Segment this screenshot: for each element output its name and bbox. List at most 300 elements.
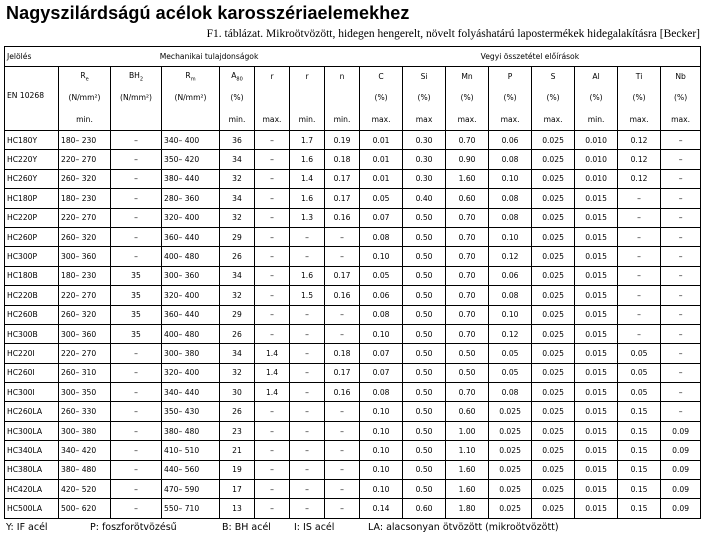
unit-1: (N/mm²): [111, 87, 162, 109]
table-cell: 0.16: [325, 286, 360, 305]
table-cell: 300– 360: [162, 266, 220, 285]
steel-grade: HC260B: [5, 305, 59, 324]
table-row: [5, 169, 701, 188]
table-cell: 0.07: [360, 208, 403, 227]
table-cell: 180– 230: [59, 131, 111, 150]
table-cell: 0.015: [575, 344, 618, 363]
symbol-re: $R_e$: [59, 67, 111, 87]
table-cell: –: [255, 150, 290, 169]
table-cell: –: [111, 208, 162, 227]
header-en-standard: EN 10268: [5, 67, 59, 131]
symbol-r1: r: [255, 67, 290, 87]
table-row: [5, 227, 701, 246]
table-cell: 0.18: [325, 150, 360, 169]
table-cell: –: [290, 460, 325, 479]
limit-2: [162, 109, 220, 131]
table-cell: 26: [220, 324, 255, 343]
table-cell: 0.70: [446, 305, 489, 324]
table-cell: 0.09: [661, 460, 701, 479]
steel-grade: HC220P: [5, 208, 59, 227]
table-cell: 0.10: [360, 441, 403, 460]
table-cell: 0.015: [575, 286, 618, 305]
table-cell: 0.06: [489, 266, 532, 285]
table-cell: –: [325, 305, 360, 324]
page-title: Nagyszilárdságú acélok karosszériaelemekhez: [6, 3, 410, 23]
table-cell: 0.025: [489, 460, 532, 479]
table-cell: 0.015: [575, 421, 618, 440]
table-cell: 0.30: [403, 131, 446, 150]
table-row: [5, 441, 701, 460]
table-cell: 1.7: [290, 131, 325, 150]
table-cell: –: [255, 480, 290, 499]
table-cell: 21: [220, 441, 255, 460]
table-cell: 0.50: [403, 441, 446, 460]
table-cell: 0.025: [532, 169, 575, 188]
table-cell: 220– 270: [59, 344, 111, 363]
table-cell: 19: [220, 460, 255, 479]
table-caption: F1. táblázat. Mikroötvözött, hidegen hengerelt, növelt folyáshatárú lapostermékek hidegalakításra [Becker]: [206, 28, 700, 40]
table-cell: 0.10: [489, 305, 532, 324]
limit-10: max.: [489, 109, 532, 131]
table-cell: –: [290, 363, 325, 382]
table-cell: 1.80: [446, 499, 489, 518]
table-cell: –: [661, 363, 701, 382]
table-cell: 350– 430: [162, 402, 220, 421]
table-cell: 23: [220, 421, 255, 440]
table-cell: –: [290, 227, 325, 246]
table-cell: 0.50: [403, 383, 446, 402]
table-cell: –: [111, 499, 162, 518]
table-cell: 0.025: [532, 208, 575, 227]
table-row: [5, 480, 701, 499]
table-cell: –: [290, 421, 325, 440]
table-cell: –: [661, 169, 701, 188]
table-cell: –: [111, 131, 162, 150]
table-cell: 0.08: [360, 227, 403, 246]
table-cell: 26: [220, 247, 255, 266]
table-cell: 320– 400: [162, 286, 220, 305]
table-cell: 0.025: [532, 402, 575, 421]
table-cell: 0.12: [618, 131, 661, 150]
table-cell: 0.12: [618, 169, 661, 188]
table-cell: 0.025: [532, 383, 575, 402]
table-cell: 0.50: [403, 324, 446, 343]
steel-grade: HC300B: [5, 324, 59, 343]
table-cell: 34: [220, 150, 255, 169]
table-cell: 0.50: [403, 363, 446, 382]
table-cell: –: [618, 208, 661, 227]
table-cell: –: [111, 150, 162, 169]
table-cell: 0.025: [532, 363, 575, 382]
table-cell: 0.025: [532, 189, 575, 208]
table-cell: –: [111, 344, 162, 363]
table-cell: 350– 420: [162, 150, 220, 169]
table-cell: –: [290, 305, 325, 324]
table-cell: 470– 590: [162, 480, 220, 499]
symbol-ti: Ti: [618, 67, 661, 87]
table-cell: –: [290, 344, 325, 363]
table-cell: 35: [111, 305, 162, 324]
steel-grade: HC180B: [5, 266, 59, 285]
table-cell: –: [255, 266, 290, 285]
table-cell: 0.15: [618, 480, 661, 499]
table-cell: 0.09: [661, 499, 701, 518]
table-cell: –: [325, 460, 360, 479]
table-cell: –: [111, 441, 162, 460]
table-cell: –: [255, 324, 290, 343]
table-cell: 0.15: [618, 402, 661, 421]
limit-11: max.: [532, 109, 575, 131]
table-cell: –: [661, 305, 701, 324]
table-cell: 0.07: [360, 363, 403, 382]
table-cell: 0.05: [360, 189, 403, 208]
unit-4: [255, 87, 290, 109]
limit-6: min.: [325, 109, 360, 131]
table-cell: 0.50: [403, 480, 446, 499]
table-cell: 400– 480: [162, 247, 220, 266]
table-cell: 0.09: [661, 421, 701, 440]
table-cell: –: [255, 499, 290, 518]
table-cell: 34: [220, 266, 255, 285]
table-cell: –: [255, 131, 290, 150]
table-cell: 220– 270: [59, 286, 111, 305]
table-cell: 29: [220, 227, 255, 246]
table-cell: 320– 400: [162, 208, 220, 227]
unit-2: (N/mm²): [162, 87, 220, 109]
table-cell: 0.50: [403, 286, 446, 305]
table-cell: 0.025: [489, 441, 532, 460]
table-cell: 35: [111, 324, 162, 343]
steel-grade: HC260Y: [5, 169, 59, 188]
table-cell: 0.70: [446, 131, 489, 150]
table-cell: 32: [220, 208, 255, 227]
table-cell: 0.05: [489, 344, 532, 363]
table-cell: 0.025: [489, 402, 532, 421]
table-cell: –: [255, 305, 290, 324]
legend-item: P: foszforötvözésű: [90, 522, 177, 533]
table-cell: 400– 480: [162, 324, 220, 343]
table-cell: 1.60: [446, 480, 489, 499]
table-cell: 1.6: [290, 266, 325, 285]
table-cell: 0.10: [360, 247, 403, 266]
table-cell: 0.70: [446, 286, 489, 305]
limit-7: max.: [360, 109, 403, 131]
table-cell: –: [255, 169, 290, 188]
table-cell: –: [325, 402, 360, 421]
table-cell: –: [290, 480, 325, 499]
table-cell: 0.07: [360, 344, 403, 363]
table-cell: 0.14: [360, 499, 403, 518]
header-chemical: Vegyi összetétel előírások: [360, 47, 701, 67]
table-cell: –: [325, 499, 360, 518]
unit-10: (%): [489, 87, 532, 109]
table-cell: 1.60: [446, 169, 489, 188]
table-cell: –: [618, 266, 661, 285]
table-cell: 0.08: [360, 305, 403, 324]
table-cell: 1.4: [255, 344, 290, 363]
table-cell: 0.015: [575, 305, 618, 324]
table-cell: –: [290, 383, 325, 402]
table-cell: 0.025: [489, 421, 532, 440]
table-cell: 340– 420: [59, 441, 111, 460]
steel-grade: HC220B: [5, 286, 59, 305]
table-cell: 35: [111, 266, 162, 285]
table-cell: 0.025: [532, 460, 575, 479]
table-cell: –: [661, 324, 701, 343]
table-cell: 0.08: [489, 208, 532, 227]
table-cell: –: [618, 247, 661, 266]
table-cell: –: [661, 227, 701, 246]
table-cell: –: [661, 266, 701, 285]
table-cell: 30: [220, 383, 255, 402]
table-cell: 36: [220, 131, 255, 150]
table-cell: 0.12: [489, 324, 532, 343]
table-cell: –: [325, 480, 360, 499]
table-cell: –: [661, 402, 701, 421]
limit-0: min.: [59, 109, 111, 131]
table-cell: 1.5: [290, 286, 325, 305]
table-cell: 0.025: [532, 150, 575, 169]
table-cell: 260– 320: [59, 169, 111, 188]
table-cell: 0.60: [403, 499, 446, 518]
table-cell: 0.05: [489, 363, 532, 382]
table-cell: 0.10: [489, 169, 532, 188]
table-cell: 0.010: [575, 150, 618, 169]
symbol-al: Al: [575, 67, 618, 87]
table-cell: 440– 560: [162, 460, 220, 479]
table-cell: 300– 350: [59, 383, 111, 402]
table-row: [5, 189, 701, 208]
table-row: [5, 421, 701, 440]
unit-13: (%): [618, 87, 661, 109]
table-cell: 0.01: [360, 131, 403, 150]
table-cell: 1.60: [446, 460, 489, 479]
table-cell: 340– 440: [162, 383, 220, 402]
table-cell: 0.08: [489, 189, 532, 208]
limit-5: min.: [290, 109, 325, 131]
unit-7: (%): [360, 87, 403, 109]
table-cell: –: [661, 208, 701, 227]
table-cell: 0.015: [575, 227, 618, 246]
table-cell: –: [111, 169, 162, 188]
table-cell: –: [661, 383, 701, 402]
table-cell: 13: [220, 499, 255, 518]
table-cell: 0.06: [489, 131, 532, 150]
table-cell: 0.70: [446, 383, 489, 402]
table-cell: 0.70: [446, 227, 489, 246]
table-cell: 360– 440: [162, 305, 220, 324]
table-row: [5, 247, 701, 266]
table-cell: –: [618, 286, 661, 305]
table-row: [5, 266, 701, 285]
table-cell: 0.015: [575, 363, 618, 382]
table-row: [5, 363, 701, 382]
header-designation: Jelölés: [5, 47, 59, 67]
steel-grade: HC260P: [5, 227, 59, 246]
symbol-r2: r: [290, 67, 325, 87]
table-cell: –: [661, 247, 701, 266]
table-cell: 1.6: [290, 150, 325, 169]
steel-grade: HC300LA: [5, 421, 59, 440]
table-cell: –: [290, 324, 325, 343]
table-cell: –: [618, 227, 661, 246]
table-cell: 0.60: [446, 189, 489, 208]
table-cell: 0.70: [446, 208, 489, 227]
table-cell: –: [255, 227, 290, 246]
table-cell: –: [661, 189, 701, 208]
symbol-si: Si: [403, 67, 446, 87]
table-cell: 360– 440: [162, 227, 220, 246]
table-cell: –: [661, 344, 701, 363]
table-cell: –: [111, 189, 162, 208]
table-cell: 0.50: [403, 247, 446, 266]
table-cell: 0.05: [618, 363, 661, 382]
table-cell: 0.025: [532, 421, 575, 440]
symbol-nb: Nb: [661, 67, 701, 87]
table-cell: 180– 230: [59, 189, 111, 208]
table-cell: 0.025: [532, 324, 575, 343]
table-cell: 0.08: [489, 383, 532, 402]
table-cell: 32: [220, 169, 255, 188]
table-cell: –: [255, 421, 290, 440]
table-cell: 34: [220, 189, 255, 208]
table-cell: 180– 230: [59, 266, 111, 285]
table-cell: 500– 620: [59, 499, 111, 518]
legend: [0, 522, 720, 538]
table-cell: 0.015: [575, 324, 618, 343]
table-cell: –: [290, 247, 325, 266]
table-cell: 280– 360: [162, 189, 220, 208]
table-cell: 0.50: [403, 402, 446, 421]
steel-grade: HC300P: [5, 247, 59, 266]
table-cell: 0.01: [360, 169, 403, 188]
table-cell: 1.4: [290, 169, 325, 188]
table-cell: 0.025: [532, 441, 575, 460]
table-cell: 0.17: [325, 363, 360, 382]
table-cell: 0.70: [446, 266, 489, 285]
table-cell: 0.015: [575, 383, 618, 402]
table-cell: –: [111, 402, 162, 421]
table-cell: 0.16: [325, 383, 360, 402]
table-cell: –: [111, 460, 162, 479]
table-cell: 1.10: [446, 441, 489, 460]
table-cell: 380– 440: [162, 169, 220, 188]
unit-5: [290, 87, 325, 109]
table-cell: –: [111, 227, 162, 246]
table-cell: 0.015: [575, 266, 618, 285]
table-cell: 0.40: [403, 189, 446, 208]
symbol-c: C: [360, 67, 403, 87]
table-cell: –: [111, 480, 162, 499]
table-cell: 0.17: [325, 266, 360, 285]
table-cell: 260– 330: [59, 402, 111, 421]
table-row: [5, 286, 701, 305]
header-mechanical: Mechanikai tulajdonságok: [59, 47, 360, 67]
table-cell: 32: [220, 286, 255, 305]
table-row: [5, 402, 701, 421]
unit-11: (%): [532, 87, 575, 109]
table-cell: 260– 320: [59, 305, 111, 324]
table-cell: 0.09: [661, 441, 701, 460]
table-cell: 0.17: [325, 189, 360, 208]
table-cell: 0.50: [403, 266, 446, 285]
table-cell: 0.50: [403, 227, 446, 246]
table-cell: 1.4: [255, 383, 290, 402]
table-cell: 0.15: [618, 441, 661, 460]
table-cell: –: [255, 189, 290, 208]
table-cell: 0.015: [575, 402, 618, 421]
table-cell: –: [325, 441, 360, 460]
table-cell: 0.08: [489, 286, 532, 305]
table-cell: –: [255, 441, 290, 460]
table-cell: –: [618, 189, 661, 208]
table-cell: –: [111, 363, 162, 382]
table-cell: –: [325, 247, 360, 266]
table-cell: 300– 360: [59, 247, 111, 266]
table-cell: 0.50: [403, 460, 446, 479]
table-cell: –: [255, 402, 290, 421]
table-row: [5, 344, 701, 363]
table-cell: 220– 270: [59, 150, 111, 169]
table-cell: 0.15: [618, 460, 661, 479]
table-cell: 1.4: [255, 363, 290, 382]
table-cell: 0.10: [360, 402, 403, 421]
steel-grade: HC220I: [5, 344, 59, 363]
steel-grade: HC260LA: [5, 402, 59, 421]
table-cell: 410– 510: [162, 441, 220, 460]
table-cell: –: [111, 383, 162, 402]
table-cell: 0.70: [446, 324, 489, 343]
table-cell: 0.025: [532, 131, 575, 150]
table-cell: 0.50: [403, 344, 446, 363]
table-cell: –: [111, 247, 162, 266]
table-cell: 260– 320: [59, 227, 111, 246]
table-cell: –: [290, 441, 325, 460]
table-cell: 0.06: [360, 286, 403, 305]
table-row: [5, 208, 701, 227]
table-row: [5, 383, 701, 402]
table-cell: –: [618, 324, 661, 343]
table-cell: –: [290, 499, 325, 518]
limit-3: min.: [220, 109, 255, 131]
table-cell: –: [618, 305, 661, 324]
symbol-rm: $R_m$: [162, 67, 220, 87]
table-cell: 0.025: [532, 499, 575, 518]
table-cell: 0.10: [489, 227, 532, 246]
table-row: [5, 131, 701, 150]
table-cell: –: [111, 421, 162, 440]
table-cell: 0.50: [446, 363, 489, 382]
table-cell: 0.015: [575, 480, 618, 499]
limit-13: max.: [618, 109, 661, 131]
table-cell: 0.015: [575, 247, 618, 266]
table-cell: 0.025: [489, 499, 532, 518]
table-cell: 0.10: [360, 421, 403, 440]
table-cell: 0.15: [618, 499, 661, 518]
table-cell: 0.08: [360, 383, 403, 402]
steel-grade: HC220Y: [5, 150, 59, 169]
legend-item: I: IS acél: [294, 522, 335, 533]
unit-0: (N/mm²): [59, 87, 111, 109]
table-cell: 32: [220, 363, 255, 382]
table-cell: 0.17: [325, 169, 360, 188]
limit-4: max.: [255, 109, 290, 131]
unit-6: [325, 87, 360, 109]
limit-8: max: [403, 109, 446, 131]
table-cell: 0.09: [661, 480, 701, 499]
table-cell: –: [661, 286, 701, 305]
steel-grade: HC500LA: [5, 499, 59, 518]
